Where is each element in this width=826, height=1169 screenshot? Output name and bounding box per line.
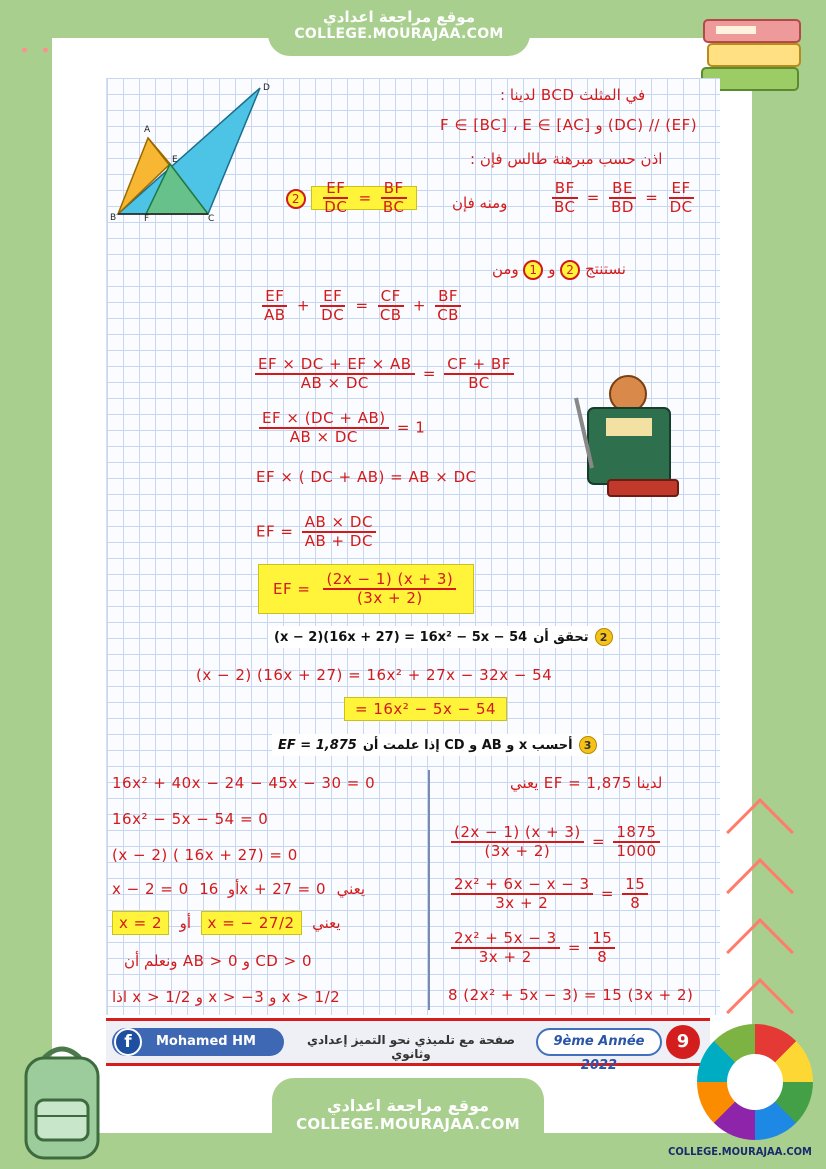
label-q3: أحسب x و AB و CD إذا علمت أن bbox=[362, 737, 573, 753]
header-site-url[interactable]: COLLEGE.MOURAJAA.COM bbox=[294, 26, 504, 42]
label-f: F bbox=[144, 214, 150, 222]
q2-work: (x − 2) (16x + 27) = 16x² + 27x − 32x − 54 bbox=[196, 666, 553, 684]
formula-q3: EF = 1,875 bbox=[278, 737, 357, 753]
q2-result: = 16x² − 5x − 54 bbox=[344, 700, 507, 718]
author-strip bbox=[106, 1018, 710, 1073]
label-c: C bbox=[208, 214, 215, 222]
author-name: Mohamed HM bbox=[156, 1034, 256, 1049]
logo-caption[interactable]: COLLEGE.MOURAJAA.COM bbox=[668, 1145, 812, 1158]
strip-slogan: صفحة مع تلميذي نحو التميز إعدادي وثانوي bbox=[306, 1033, 516, 1061]
given-line: (EF) // (DC) و F ∈ [BC] ، E ∈ [AC] bbox=[440, 116, 698, 134]
step-line-3: $\frac{EF \times (DC + AB)}{AB \times DC}$ = 1 bbox=[256, 410, 425, 446]
left-line-1: 16x² + 40x − 24 − 45x − 30 = 0 bbox=[112, 774, 376, 792]
left-line-3: (x − 2) ( 16x + 27) = 0 bbox=[112, 846, 298, 864]
intro-line: في المثلث BCD لدينا : bbox=[500, 86, 646, 104]
footer-tab bbox=[272, 1078, 544, 1152]
footer-site-arabic: موقع مراجعة اعدادي bbox=[326, 1096, 490, 1115]
step-line-4: EF × ( DC + AB) = AB × DC bbox=[256, 468, 477, 486]
final-ef: EF = $\frac{(2x - 1) (x + 3)}{(3x + 2)}$ bbox=[258, 564, 474, 614]
question-3 bbox=[272, 734, 603, 756]
thales-line: اذن حسب مبرهنة طالس فإن : bbox=[470, 150, 663, 168]
label-b: B bbox=[110, 213, 117, 222]
thales-ratios: $\frac{BF}{BC}$ = $\frac{BE}{BD}$ = $\frac{EF}{DC}$ bbox=[548, 180, 699, 216]
hence-text: ومنه فإن bbox=[452, 194, 508, 212]
page-number: 9 bbox=[666, 1025, 700, 1059]
label-e: E bbox=[172, 155, 178, 165]
backpack-icon bbox=[14, 1040, 110, 1164]
equation-2: 2 $\frac{EF}{DC}$ = $\frac{BF}{BC}$ bbox=[286, 180, 417, 216]
level-year: 9ème Année 2022 bbox=[536, 1028, 662, 1056]
header-tab bbox=[268, 0, 530, 56]
right-line-3: $\frac{\text{2x² + 5x − 3}}{3x + 2}$ = $\frac{15}{8}$ bbox=[448, 930, 618, 966]
deduce-line: نستنتج 2 و 1 ومن bbox=[492, 260, 626, 278]
sum-line: $\frac{EF}{AB}$ + $\frac{EF}{DC}$ = $\frac{CF}{CB}$ + $\frac{BF}{CB}$ bbox=[258, 288, 465, 324]
footer-site-url[interactable]: COLLEGE.MOURAJAA.COM bbox=[296, 1115, 520, 1133]
circle-2: 2 bbox=[560, 260, 580, 280]
question-2 bbox=[268, 626, 619, 648]
right-line-2: $\frac{\text{2x² + 6x − x − 3}}{3x + 2}$ = $\frac{15}{8}$ bbox=[448, 876, 651, 912]
right-line-1: $\frac{(2x - 1) (x + 3)}{(3x + 2)}$ = $\frac{1875}{1000}$ bbox=[448, 824, 663, 860]
triangle-figure bbox=[108, 80, 273, 222]
site-logo[interactable] bbox=[697, 1024, 813, 1140]
label-q2: تحقق أن bbox=[533, 629, 589, 645]
left-line-6: CD > 0 و AB > 0 ونعلم أن bbox=[124, 952, 312, 970]
step-line-5: EF = $\frac{AB \times DC}{AB + DC}$ bbox=[256, 514, 379, 550]
column-divider bbox=[428, 770, 430, 1010]
label-d: D bbox=[263, 83, 270, 93]
right-line-4: 8 (2x² + 5x − 3) = 15 (3x + 2) bbox=[448, 986, 694, 1004]
left-line-5: x = 2 أو x = − 27/2 يعني bbox=[112, 914, 341, 932]
formula-q2: (x − 2)(16x + 27) = 16x² − 5x − 54 bbox=[274, 629, 528, 645]
badge-q3: 3 bbox=[579, 736, 597, 754]
left-line-2: 16x² − 5x − 54 = 0 bbox=[112, 810, 269, 828]
left-line-4: x − 2 = 0 أو 16x + 27 = 0 يعني bbox=[112, 880, 366, 898]
header-site-arabic: موقع مراجعة اعدادي bbox=[323, 8, 475, 26]
decorative-caption bbox=[122, 350, 202, 550]
badge-q2: 2 bbox=[595, 628, 613, 646]
right-given: لدينا EF = 1,875 يعني bbox=[510, 774, 663, 792]
left-line-7: x > 1/2 و x > −3 و x > 1/2 اذا bbox=[112, 988, 341, 1006]
facebook-icon: f bbox=[114, 1028, 142, 1056]
facebook-link[interactable] bbox=[112, 1028, 284, 1056]
label-a: A bbox=[144, 125, 151, 135]
step-line-2: $\frac{EF \times DC + EF \times AB}{AB \times DC}$ = $\frac{CF + BF}{BC}$ bbox=[252, 356, 517, 392]
eq-tag-2: 2 bbox=[286, 189, 306, 209]
circle-1: 1 bbox=[523, 260, 543, 280]
math-book-mascot-icon bbox=[566, 368, 690, 508]
